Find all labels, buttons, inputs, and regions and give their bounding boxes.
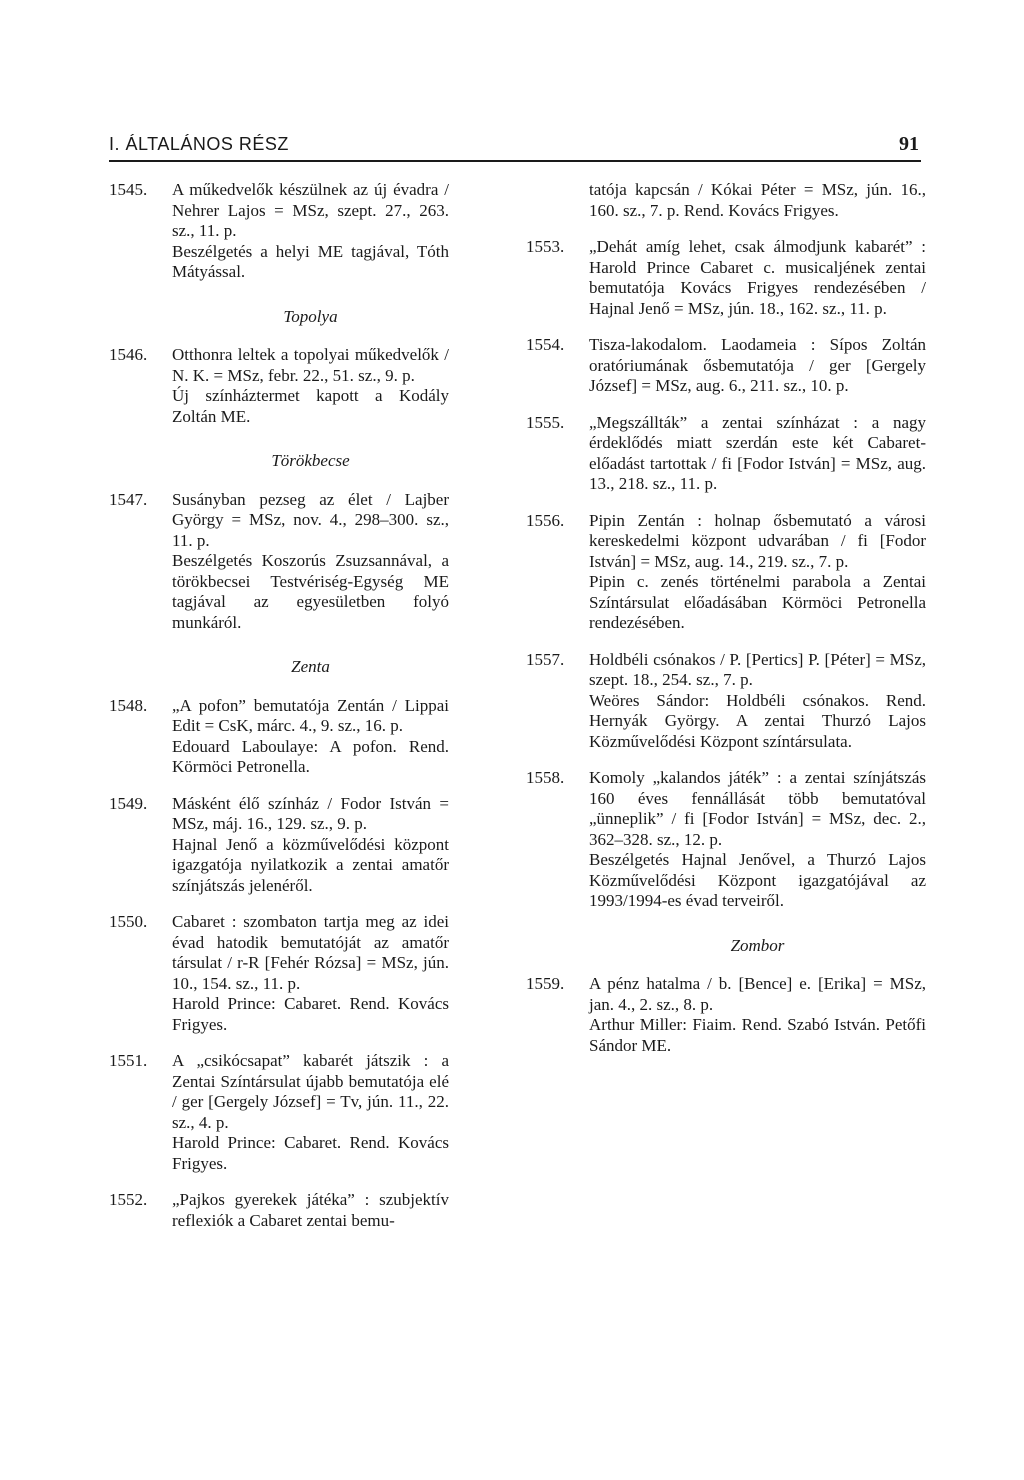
entry-1549 [109, 794, 449, 897]
entry-body [172, 490, 449, 634]
place-heading-topolya: Topolya [283, 306, 338, 326]
entry-citation: Cabaret : szombaton tartja meg az idei évad hatodik bemutatóját az amatőr társulat / r-R [Fehér Rózsa] = MSz, jún. 10., 154. sz., 11. p. [172, 912, 449, 993]
entry-note: Harold Prince: Cabaret. Rend. Kovács Frigyes. [172, 1133, 449, 1173]
entry-citation: „A pofon” bemutatója Zentán / Lippai Edit = CsK, márc. 4., 9. sz., 16. p. [172, 695, 449, 735]
entry-number: 1559. [526, 974, 565, 993]
entry-body [589, 237, 926, 319]
entry-1552 [109, 1190, 449, 1231]
entry-body [172, 696, 449, 778]
entry-number: 1558. [526, 768, 565, 787]
entry-1551 [109, 1051, 449, 1174]
entry-number: 1557. [526, 649, 565, 669]
entry-number: 1546. [109, 345, 148, 364]
entry-body [589, 768, 926, 912]
entry-citation: A műkedvelők készülnek az új évadra / Nehrer Lajos = MSz, szept. 27., 263. sz., 11. p. [172, 180, 449, 240]
page-number: 91 [899, 133, 919, 155]
header-rule [109, 160, 921, 162]
entry-citation: „Dehát amíg lehet, csak álmodjunk kabarét” : Harold Prince Cabaret c. musicaljének zentai bemutatója Kovács Frigyes rendezésében / Hajnal Jenő = MSz, jún. 18., 162. sz., 11. p. [589, 237, 926, 318]
entry-body [172, 180, 449, 283]
entry-note: Beszélgetés a helyi ME tagjával, Tóth Mátyással. [172, 241, 449, 281]
entry-note: Beszélgetés Koszorús Zsuzsannával, a törökbecsei Testvériség-Egység ME tagjával az egyesületben folyó munkáról. [172, 551, 449, 632]
entry-number: 1545. [109, 180, 148, 199]
entry-number: 1548. [109, 695, 148, 715]
entry-body [172, 1190, 449, 1231]
entry-citation: Otthonra leltek a topolyai műkedvelők / N. K. = MSz, febr. 22., 51. sz., 9. p. [172, 345, 449, 385]
entry-citation: Holdbéli csónakos / P. [Pertics] P. [Péter] = MSz, szept. 18., 254. sz., 7. p. [589, 649, 926, 689]
place-heading-zenta: Zenta [291, 657, 330, 676]
entry-1547 [109, 490, 449, 634]
entry-body [172, 912, 449, 1035]
entry-body [172, 1051, 449, 1174]
entry-citation: Másként élő színház / Fodor István = MSz, máj. 16., 129. sz., 9. p. [172, 793, 449, 833]
entry-1546 [109, 345, 449, 427]
entry-note: Új színháztermet kapott a Kodály Zoltán ME. [172, 386, 449, 426]
entry-citation: Susányban pezseg az élet / Lajber György = MSz, nov. 4., 298–300. sz., 11. p. [172, 489, 449, 550]
place-heading-zombor: Zombor [730, 935, 785, 955]
entry-number: 1556. [526, 510, 565, 530]
entry-note: Beszélgetés Hajnal Jenővel, a Thurzó Lajos Közművelődési Központ igazgatójával az 1993/1994-es évad terveiről. [589, 850, 926, 910]
entry-body [589, 650, 926, 753]
entry-citation: „Megszállták” a zentai színházat : a nagy érdeklődés miatt szerdán este két Cabaret-előadást tartottak / fi [Fodor István] = MSz, aug. 13., 218. sz., 11. p. [589, 412, 926, 493]
entry-note: Edouard Laboulaye: A pofon. Rend. Körmöci Petronella. [172, 736, 449, 776]
entry-number: 1547. [109, 489, 148, 509]
entry-body [589, 511, 926, 634]
entry-body [589, 413, 926, 495]
entry-body [172, 345, 449, 427]
entry-body [589, 335, 926, 397]
entry-citation: Pipin Zentán : holnap ősbemutató a városi kereskedelmi központ udvarában / fi [Fodor István] = MSz, aug. 14., 219. sz., 7. p. [589, 510, 926, 571]
entry-note: Harold Prince: Cabaret. Rend. Kovács Frigyes. [172, 994, 449, 1034]
entry-1550 [109, 912, 449, 1035]
entry-note: Pipin c. zenés történelmi parabola a Zentai Színtársulat előadásában Körmöci Petronella rendezésében. [589, 572, 926, 632]
entry-note: Weöres Sándor: Holdbéli csónakos. Rend. Hernyák György. A zentai Thurzó Lajos Közművelődési Központ színtársulata. [589, 690, 926, 751]
entry-number: 1554. [526, 335, 565, 354]
running-header [109, 123, 919, 156]
entry-1548 [109, 696, 449, 778]
section-title: I. ÁLTALÁNOS RÉSZ [109, 134, 289, 154]
place-heading-torokbecse: Törökbecse [271, 451, 350, 470]
entry-body [589, 974, 926, 1056]
entry-1552-continuation: tatója kapcsán / Kókai Péter = MSz, jún. 16., 160. sz., 7. p. Rend. Kovács Frigyes. [589, 180, 926, 220]
entry-citation: Komoly „kalandos játék” : a zentai színjátszás 160 éves fennállását több bemutatóval „ünneplik” / fi [Fodor István] = MSz, dec. 2., 362–328. sz., 12. p. [589, 768, 926, 849]
entry-citation: Tisza-lakodalom. Laodameia : Sípos Zoltán oratóriumának ősbemutatója / ger [Gergely József] = MSz, aug. 6., 211. sz., 10. p. [589, 335, 926, 395]
entry-body [172, 794, 449, 897]
entry-1545 [109, 180, 449, 283]
entry-note: Hajnal Jenő a közművelődési központ igazgatója nyilatkozik a zentai amatőr színjátszás jelenéről. [172, 834, 449, 895]
entry-citation: „Pajkos gyerekek játéka” : szubjektív reflexiók a Cabaret zentai bemu- [172, 1190, 449, 1230]
entry-1555 [526, 413, 926, 495]
entry-number: 1553. [526, 237, 565, 256]
entry-1553 [526, 237, 926, 319]
entry-number: 1550. [109, 912, 148, 931]
entry-number: 1552. [109, 1190, 148, 1209]
right-column [526, 180, 926, 1072]
entry-citation: A pénz hatalma / b. [Bence] e. [Erika] = MSz, jan. 4., 2. sz., 8. p. [589, 974, 926, 1014]
left-column [109, 180, 449, 1247]
entry-number: 1555. [526, 412, 565, 432]
entry-1556 [526, 511, 926, 634]
entry-number: 1551. [109, 1051, 148, 1070]
entry-1559 [526, 974, 926, 1056]
entry-1557 [526, 650, 926, 753]
entry-citation: A „csikócsapat” kabarét játszik : a Zentai Színtársulat újabb bemutatója elé / ger [Gergely József] = Tv, jún. 11., 22. sz., 4. p. [172, 1051, 449, 1132]
entry-1558 [526, 768, 926, 912]
entry-1554 [526, 335, 926, 397]
entry-note: Arthur Miller: Fiaim. Rend. Szabó István. Petőfi Sándor ME. [589, 1015, 926, 1055]
entry-number: 1549. [109, 793, 148, 813]
